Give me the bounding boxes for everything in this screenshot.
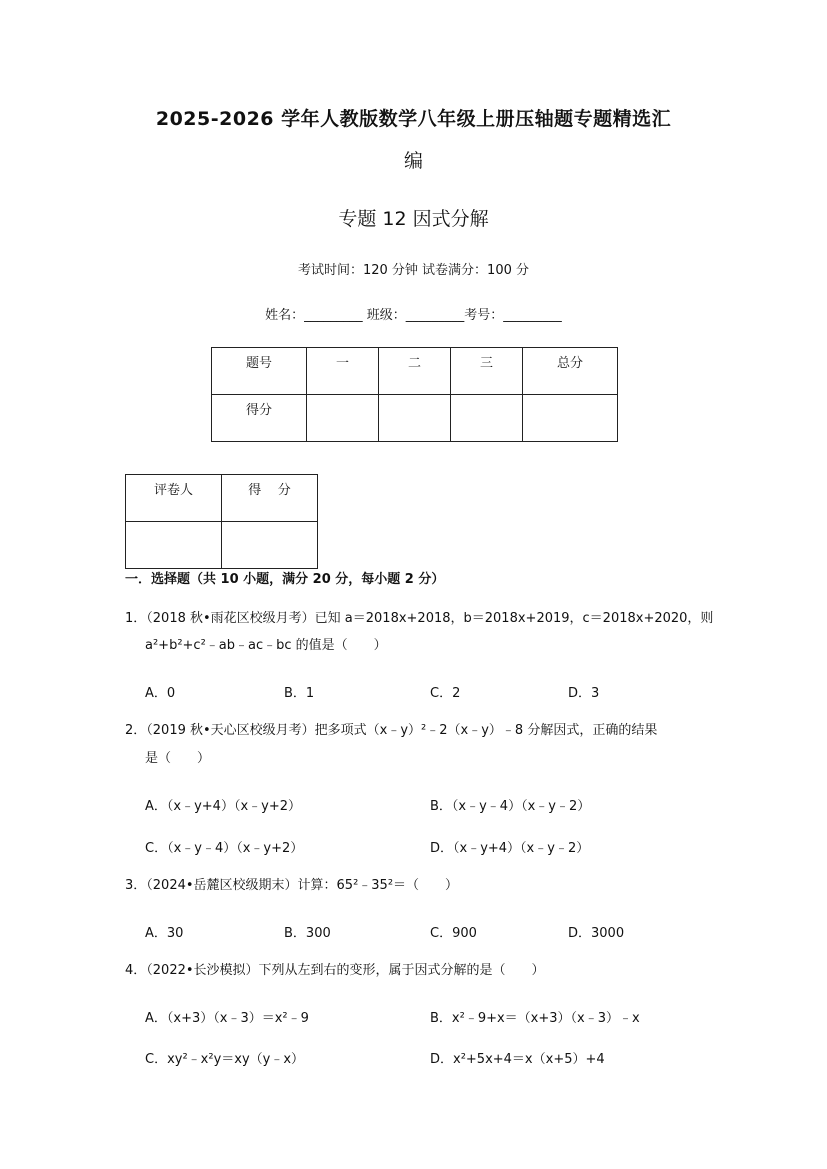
question-2-option-c[interactable]: C．（x﹣y﹣4）（x﹣y+2） [145,841,304,856]
score-header: 得 分 [222,475,318,522]
document-title-continued: 编 [403,150,423,172]
table-cell [451,395,523,442]
question-3-option-b[interactable]: B．300 [284,926,331,941]
score-table [211,347,618,442]
table-cell [379,395,451,442]
question-2-option-b[interactable]: B．（x﹣y﹣4）（x﹣y﹣2） [430,799,591,814]
table-cell: 得分 [212,395,307,442]
table-cell [126,522,222,569]
question-1-option-b[interactable]: B．1 [284,686,315,701]
question-4-line1: 4．（2022•长沙模拟）下列从左到右的变形，属于因式分解的是（ ） [125,963,545,978]
section-title: 一．选择题（共 10 小题，满分 20 分，每小题 2 分） [125,572,445,587]
question-3-line1: 3．（2024•岳麓区校级期末）计算：65²﹣35²＝（ ） [125,878,459,893]
question-1-source: 1．（2018 秋•雨花区校级月考）已知 [125,611,345,626]
question-3-option-c[interactable]: C．900 [430,926,477,941]
table-cell [307,395,379,442]
question-4-option-c[interactable]: C．xy²﹣x²y＝xy（y﹣x） [145,1052,305,1067]
question-4-option-a[interactable]: A．（x+3）（x﹣3）＝x²﹣9 [145,1011,309,1026]
table-cell: 一 [307,348,379,395]
table-cell: 二 [379,348,451,395]
topic-subtitle: 专题 12 因式分解 [338,208,489,230]
question-1-stem: a＝2018x+2018，b＝2018x+2019，c＝2018x+2020，则 [344,611,714,626]
question-4-option-b[interactable]: B．x²﹣9+x＝（x+3）（x﹣3）﹣x [430,1011,640,1026]
question-2-line2: 是（ ） [145,751,211,766]
score-table-score-row [212,395,618,442]
score-table-header-row [212,348,618,395]
table-cell [222,522,318,569]
table-cell: 总分 [523,348,618,395]
question-1-line1 [125,606,713,632]
question-3-option-d[interactable]: D．3000 [568,926,625,941]
grader-header: 评卷人 [126,475,222,522]
question-1-option-a[interactable]: A．0 [145,686,176,701]
question-2-option-a[interactable]: A．（x﹣y+4）（x﹣y+2） [145,799,301,814]
question-3-option-a[interactable]: A．30 [145,926,184,941]
question-1-option-c[interactable]: C．2 [430,686,461,701]
table-cell: 三 [451,348,523,395]
grader-table [125,474,318,569]
table-cell [523,395,618,442]
exam-info: 考试时间：120 分钟 试卷满分：100 分 [297,263,530,278]
question-2-option-d[interactable]: D．（x﹣y+4）（x﹣y﹣2） [430,841,590,856]
question-2-line1: 2．（2019 秋•天心区校级月考）把多项式（x﹣y）²﹣2（x﹣y）﹣8 分解因式，正确的结果 [125,723,658,738]
table-cell: 题号 [212,348,307,395]
question-1-line2: a²+b²+c²﹣ab﹣ac﹣bc 的值是（ ） [145,638,387,653]
document-title: 2025-2026 学年人教版数学八年级上册压轴题专题精选汇 [155,108,672,130]
student-info-line: 姓名：_________ 班级：_________考号：_________ [265,308,562,323]
question-1-option-d[interactable]: D．3 [568,686,600,701]
question-4-option-d[interactable]: D．x²+5x+4＝x（x+5）+4 [430,1052,605,1067]
